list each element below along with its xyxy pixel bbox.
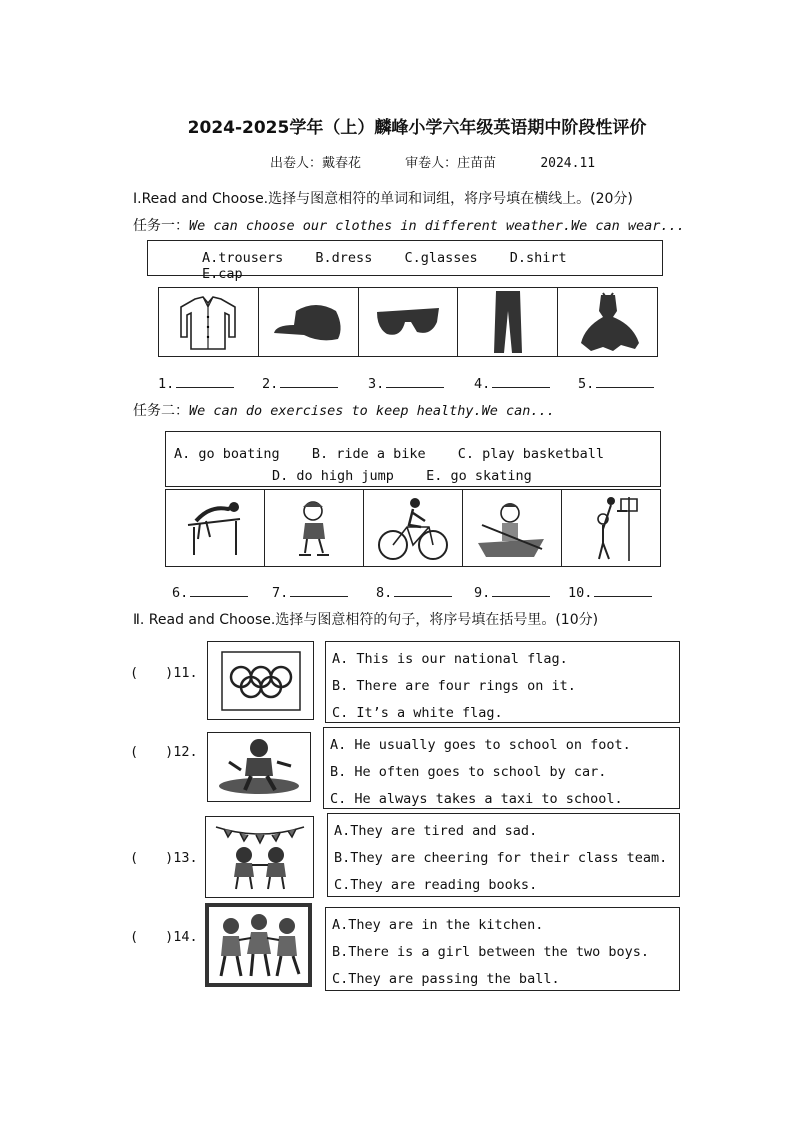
task1-text: We can choose our clothes in different weather.We can wear...: [189, 218, 685, 234]
blank-10[interactable]: 10.: [568, 584, 652, 601]
question-13-number[interactable]: ( )13.: [130, 850, 198, 866]
trousers-icon: [458, 288, 558, 356]
blank-9[interactable]: 9.: [474, 584, 550, 601]
option-a: A. go boating: [174, 446, 280, 462]
option-d: D.shirt: [509, 250, 567, 266]
task2-text: We can do exercises to keep healthy.We can...: [189, 403, 555, 419]
page-title: 2024-2025学年（上）麟峰小学六年级英语期中阶段性评价: [187, 118, 647, 138]
option-c: C.glasses: [404, 250, 478, 266]
blank-1[interactable]: 1.: [158, 375, 234, 392]
blank-8[interactable]: 8.: [376, 584, 452, 601]
task2-picture-row: [165, 489, 661, 567]
task2-label: 任务二：: [133, 403, 189, 419]
task1-line: [133, 215, 685, 235]
question-13-choices: [327, 813, 680, 897]
choice-a: A.They are in the kitchen.: [332, 917, 544, 933]
walking-boy-icon: [207, 732, 311, 802]
blank-6[interactable]: 6.: [172, 584, 248, 601]
option-d: D. do high jump: [272, 468, 394, 484]
question-14-choices: [325, 907, 680, 991]
choice-a: A. This is our national flag.: [332, 651, 568, 667]
shirt-icon: [159, 288, 259, 356]
olympic-flag-icon: [207, 641, 314, 720]
task2-blanks: [172, 584, 692, 604]
date: 2024.11: [540, 156, 596, 171]
blank-5[interactable]: 5.: [578, 375, 654, 392]
choice-b: B. There are four rings on it.: [332, 678, 576, 694]
basketball-icon: [562, 490, 660, 566]
option-b: B.dress: [315, 250, 373, 266]
reviewer: 审卷人：庄苗苗: [405, 156, 497, 171]
section2-heading: Ⅱ. Read and Choose.选择与图意相符的句子，将序号填在括号里。(10分): [133, 612, 599, 628]
option-e: E. go skating: [426, 468, 532, 484]
boating-icon: [463, 490, 562, 566]
blank-7[interactable]: 7.: [272, 584, 348, 601]
choice-c: C. It’s a white flag.: [332, 705, 503, 721]
option-e: E.cap: [202, 266, 243, 282]
choice-c: C. He always takes a taxi to school.: [330, 791, 623, 807]
choice-b: B.There is a girl between the two boys.: [332, 944, 649, 960]
blank-4[interactable]: 4.: [474, 375, 550, 392]
glasses-icon: [359, 288, 459, 356]
choice-b: B. He often goes to school by car.: [330, 764, 607, 780]
bike-icon: [364, 490, 463, 566]
choice-c: C.They are reading books.: [334, 877, 538, 893]
blank-2[interactable]: 2.: [262, 375, 338, 392]
question-11-choices: [325, 641, 680, 723]
question-11-number[interactable]: ( )11.: [130, 665, 198, 681]
question-12-number[interactable]: ( )12.: [130, 744, 198, 760]
dress-icon: [558, 288, 657, 356]
task1-options-box: [147, 240, 663, 282]
author: 出卷人：戴春花: [270, 156, 362, 171]
blank-3[interactable]: 3.: [368, 375, 444, 392]
option-b: B. ride a bike: [311, 446, 426, 462]
task1-blanks: [158, 375, 678, 395]
choice-a: A. He usually goes to school on foot.: [330, 737, 631, 753]
question-14-number[interactable]: ( )14.: [130, 929, 198, 945]
choice-c: C.They are passing the ball.: [332, 971, 560, 987]
skating-icon: [265, 490, 364, 566]
cap-icon: [259, 288, 359, 356]
question-12-choices: [323, 727, 680, 809]
author-line: [270, 152, 635, 171]
task2-options-box: [165, 431, 661, 487]
task2-line: [133, 400, 555, 420]
three-children-icon: [205, 903, 312, 987]
option-a: A.trousers: [202, 250, 284, 266]
section1-heading: Ⅰ.Read and Choose.选择与图意相符的单词和词组，将序号填在横线上。(20分): [133, 191, 633, 207]
high-jump-icon: [166, 490, 265, 566]
choice-b: B.They are cheering for their class team.: [334, 850, 668, 866]
cheering-kids-icon: [205, 816, 314, 898]
choice-a: A.They are tired and sad.: [334, 823, 538, 839]
task1-label: 任务一：: [133, 218, 189, 234]
task1-picture-row: [158, 287, 658, 357]
option-c: C. play basketball: [457, 446, 605, 462]
